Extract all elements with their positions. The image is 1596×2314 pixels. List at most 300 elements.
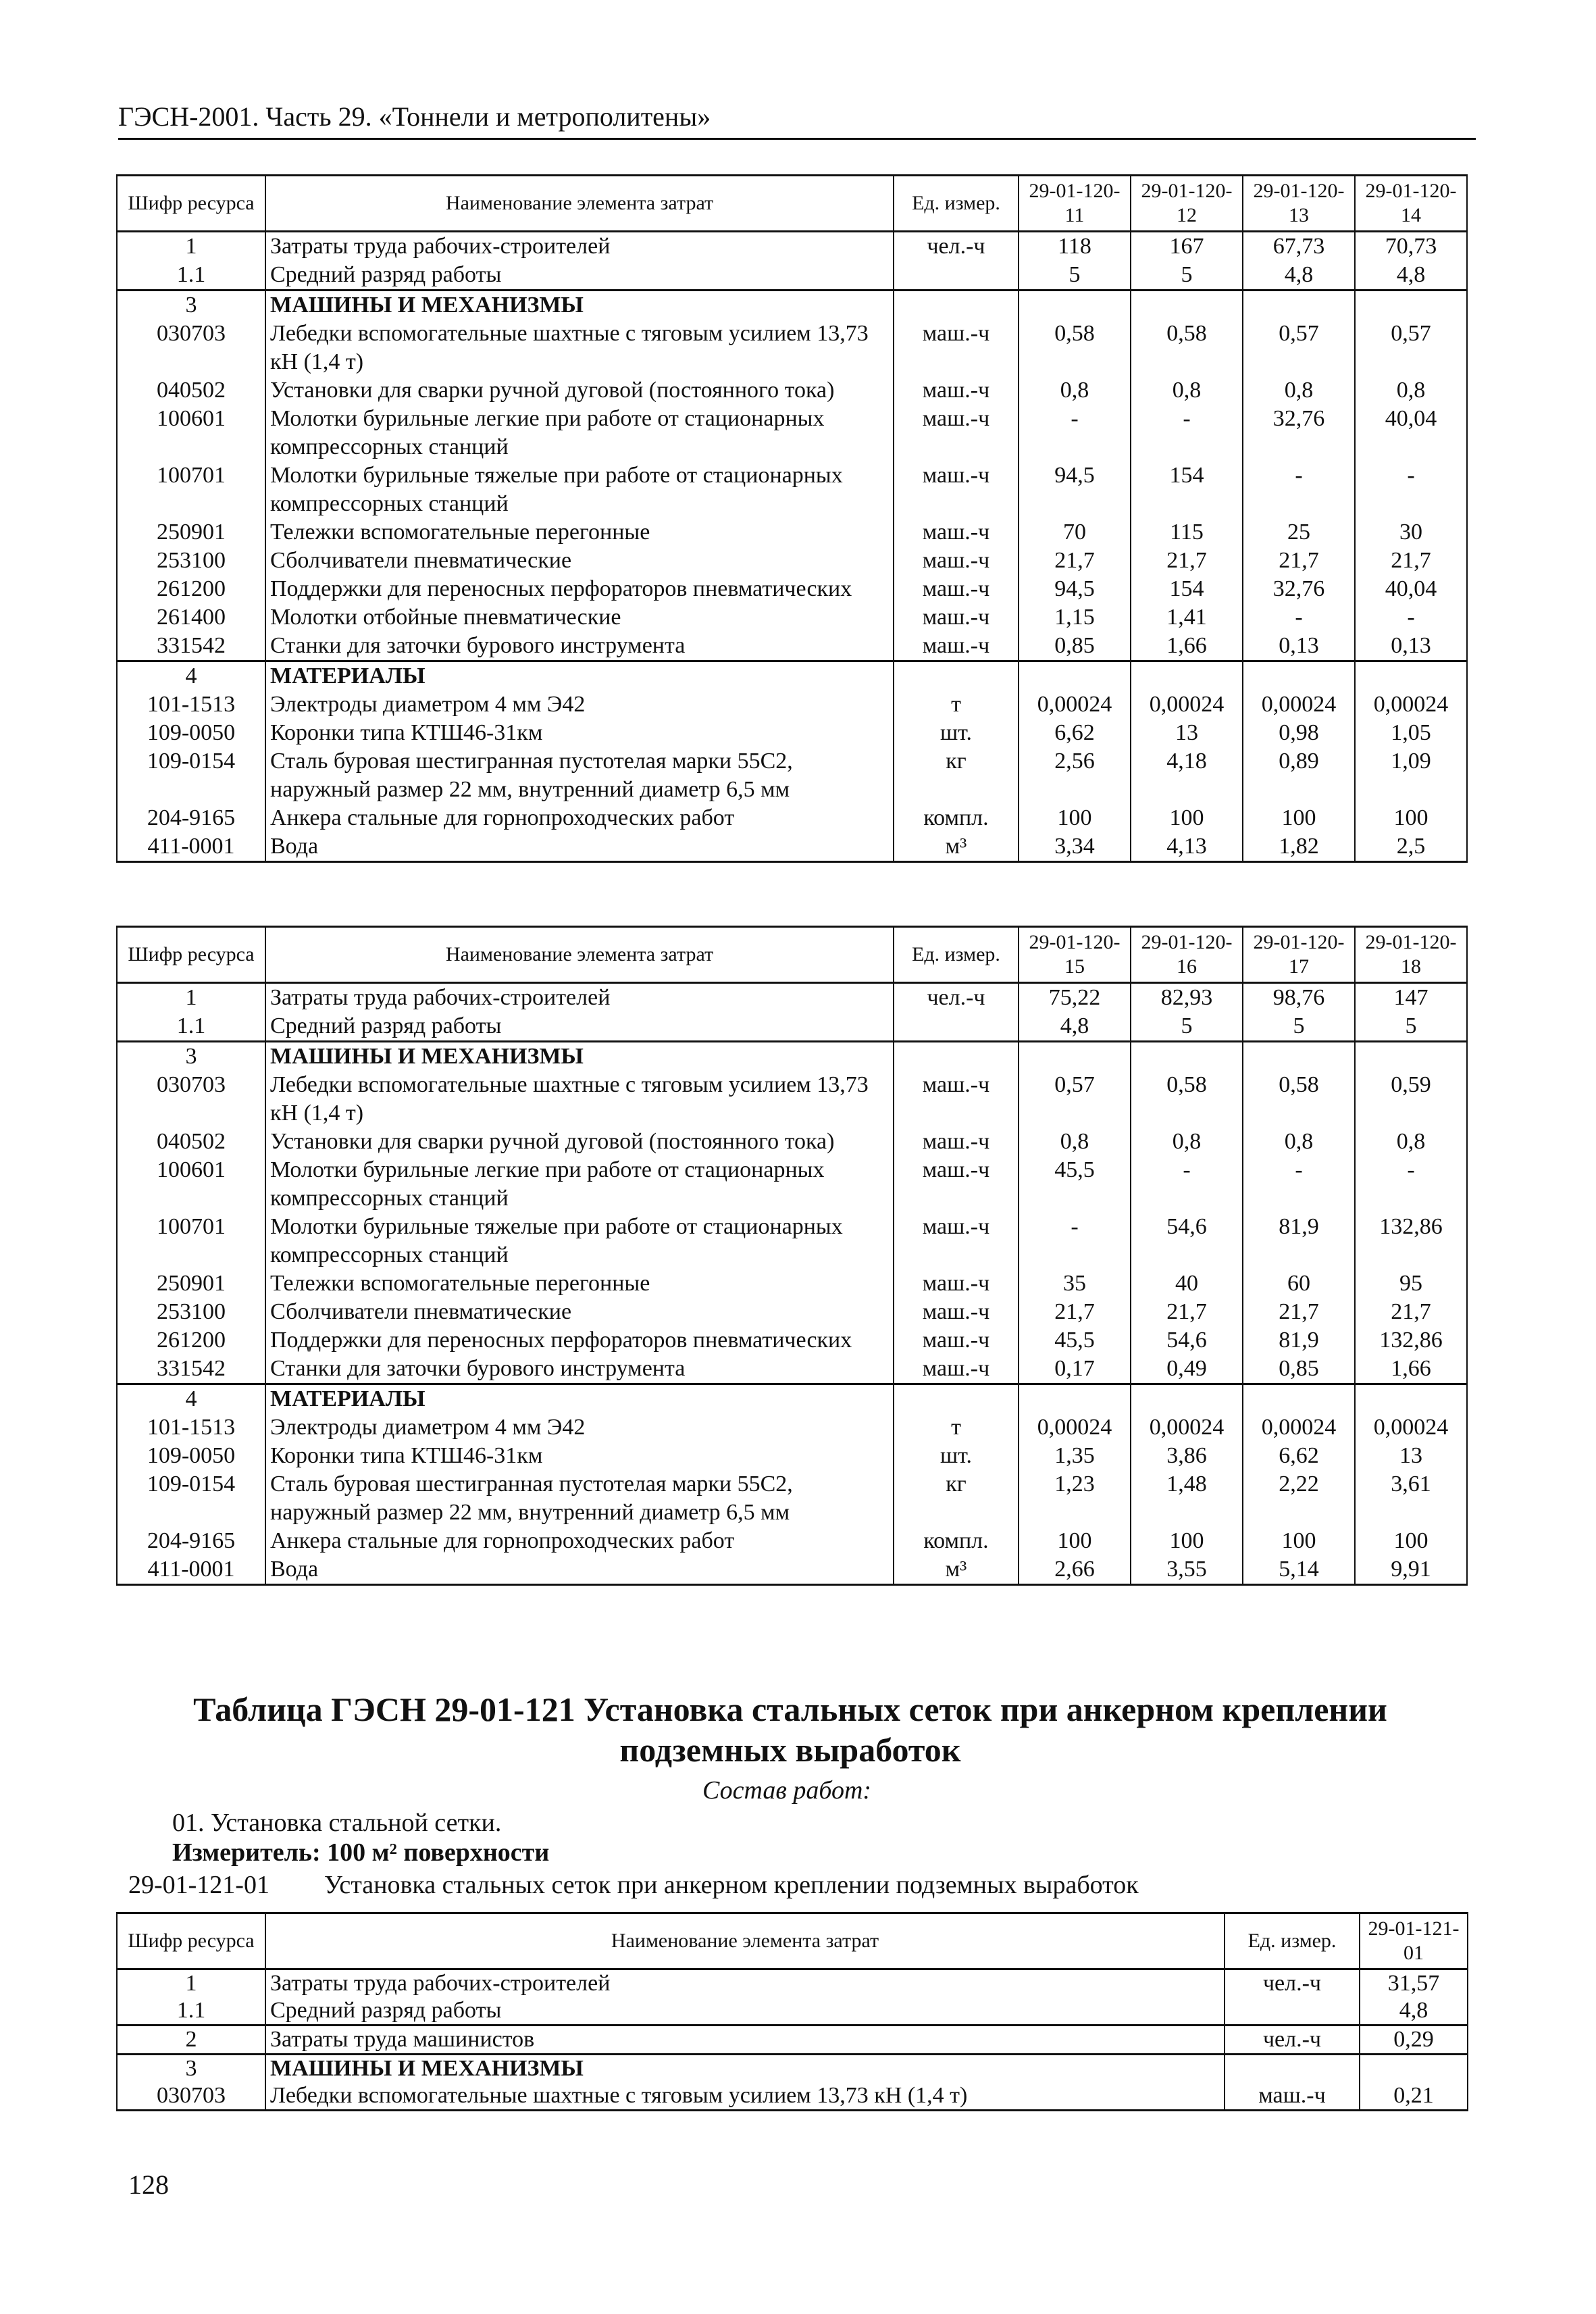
resource-name: Молотки бурильные тяжелые при работе от стационарных компрессорных станций xyxy=(265,1213,894,1269)
value-cell: 75,22 xyxy=(1019,983,1131,1013)
table-row xyxy=(117,1326,1467,1355)
value-cell: 9,91 xyxy=(1355,1555,1467,1585)
value-cell: 5 xyxy=(1131,261,1243,291)
value-cell xyxy=(1355,1384,1467,1414)
resource-name: Коронки типа КТШ46-31км xyxy=(265,1442,894,1470)
value-cell: - xyxy=(1019,405,1131,461)
unit-cell: маш.-ч xyxy=(894,405,1019,461)
value-cell: 70,73 xyxy=(1355,232,1467,261)
value-cell: 0,57 xyxy=(1355,320,1467,376)
table-row xyxy=(117,376,1467,405)
value-cell xyxy=(1131,291,1243,320)
unit-cell: т xyxy=(894,690,1019,719)
value-cell: - xyxy=(1243,1156,1355,1213)
resource-name: Средний разряд работы xyxy=(265,1997,1225,2026)
resource-code: 100701 xyxy=(117,461,265,518)
value-cell: 2,22 xyxy=(1243,1470,1355,1527)
value-cell: 100 xyxy=(1243,1527,1355,1555)
section-heading: МАШИНЫ И МЕХАНИЗМЫ xyxy=(265,1042,894,1072)
unit-cell xyxy=(1225,1997,1360,2026)
value-cell: 4,18 xyxy=(1131,747,1243,804)
unit-cell: компл. xyxy=(894,804,1019,832)
value-cell: 21,7 xyxy=(1131,547,1243,575)
resource-code: 331542 xyxy=(117,1355,265,1384)
resource-name: Лебедки вспомогательные шахтные с тяговым усилием 13,73 кН (1,4 т) xyxy=(265,2082,1225,2111)
resource-name: Анкера стальные для горнопроходческих работ xyxy=(265,804,894,832)
column-header-code: Шифр ресурса xyxy=(117,176,265,232)
value-cell xyxy=(1355,661,1467,691)
value-cell: 0,49 xyxy=(1131,1355,1243,1384)
value-cell: 6,62 xyxy=(1019,719,1131,747)
column-header-norm: 29-01-120-17 xyxy=(1243,927,1355,983)
value-cell xyxy=(1019,291,1131,320)
unit-cell: маш.-ч xyxy=(894,376,1019,405)
column-header-unit: Ед. измер. xyxy=(894,176,1019,232)
value-cell: 30 xyxy=(1355,518,1467,547)
unit-cell: маш.-ч xyxy=(894,320,1019,376)
table-row xyxy=(117,1269,1467,1298)
value-cell: 3,86 xyxy=(1131,1442,1243,1470)
resource-name: Сталь буровая шестигранная пустотелая марки 55С2, наружный размер 22 мм, внутренний диаметр 6,5 мм xyxy=(265,1470,894,1527)
resource-name: Затраты труда машинистов xyxy=(265,2026,1225,2055)
value-cell: 0,00024 xyxy=(1019,1413,1131,1442)
value-cell: 94,5 xyxy=(1019,575,1131,603)
resource-code: 253100 xyxy=(117,1298,265,1326)
resource-name: Молотки бурильные тяжелые при работе от стационарных компрессорных станций xyxy=(265,461,894,518)
unit-cell: маш.-ч xyxy=(894,1298,1019,1326)
table-row xyxy=(117,547,1467,575)
resource-table-3 xyxy=(116,1912,1468,2111)
value-cell: 95 xyxy=(1355,1269,1467,1298)
resource-code: 261200 xyxy=(117,575,265,603)
value-cell: 100 xyxy=(1355,804,1467,832)
unit-cell: маш.-ч xyxy=(1225,2082,1360,2111)
resource-name: Установки для сварки ручной дуговой (постоянного тока) xyxy=(265,376,894,405)
resource-code: 040502 xyxy=(117,1128,265,1156)
resource-code: 250901 xyxy=(117,518,265,547)
value-cell: 5 xyxy=(1243,1012,1355,1042)
value-cell: 0,8 xyxy=(1355,376,1467,405)
table-row xyxy=(117,2082,1468,2111)
unit-cell: чел.-ч xyxy=(1225,2026,1360,2055)
column-header-norm: 29-01-120-13 xyxy=(1243,176,1355,232)
column-header-name: Наименование элемента затрат xyxy=(265,176,894,232)
resource-name: Электроды диаметром 4 мм Э42 xyxy=(265,690,894,719)
norm-line xyxy=(128,1870,1466,1900)
column-header-norm: 29-01-120-14 xyxy=(1355,176,1467,232)
value-cell: 100 xyxy=(1243,804,1355,832)
resource-name: Сталь буровая шестигранная пустотелая марки 55С2, наружный размер 22 мм, внутренний диаметр 6,5 мм xyxy=(265,747,894,804)
table-row xyxy=(117,405,1467,461)
resource-code: 4 xyxy=(117,1384,265,1414)
column-header-norm: 29-01-120-15 xyxy=(1019,927,1131,983)
value-cell: 2,5 xyxy=(1355,832,1467,862)
value-cell: 21,7 xyxy=(1019,1298,1131,1326)
value-cell: - xyxy=(1355,461,1467,518)
value-cell: 0,8 xyxy=(1243,1128,1355,1156)
table-row xyxy=(117,261,1467,291)
value-cell: 81,9 xyxy=(1243,1326,1355,1355)
resource-code: 100601 xyxy=(117,405,265,461)
value-cell: 100 xyxy=(1019,1527,1131,1555)
norm-code: 29-01-121-01 xyxy=(128,1871,269,1899)
unit-cell: маш.-ч xyxy=(894,1071,1019,1128)
value-cell: 3,55 xyxy=(1131,1555,1243,1585)
value-cell: 40 xyxy=(1131,1269,1243,1298)
value-cell: 0,00024 xyxy=(1019,690,1131,719)
resource-code: 4 xyxy=(117,661,265,691)
unit-cell: м³ xyxy=(894,832,1019,862)
table-row xyxy=(117,661,1467,691)
resource-name: Средний разряд работы xyxy=(265,1012,894,1042)
table-row xyxy=(117,1555,1467,1585)
table-row xyxy=(117,1997,1468,2026)
value-cell: 70 xyxy=(1019,518,1131,547)
value-cell: 0,89 xyxy=(1243,747,1355,804)
unit-cell: чел.-ч xyxy=(1225,1969,1360,1998)
meter-line: Измеритель: 100 м² поверхности xyxy=(172,1838,550,1867)
value-cell xyxy=(1355,1042,1467,1072)
section-heading: МАТЕРИАЛЫ xyxy=(265,1384,894,1414)
table-row xyxy=(117,1355,1467,1384)
resource-code: 030703 xyxy=(117,2082,265,2111)
resource-code: 2 xyxy=(117,2026,265,2055)
resource-code: 1.1 xyxy=(117,261,265,291)
value-cell: 147 xyxy=(1355,983,1467,1013)
value-cell: 167 xyxy=(1131,232,1243,261)
table-row xyxy=(117,1298,1467,1326)
table-row xyxy=(117,1969,1468,1998)
resource-name: Затраты труда рабочих-строителей xyxy=(265,232,894,261)
unit-cell: т xyxy=(894,1413,1019,1442)
value-cell: 31,57 xyxy=(1360,1969,1468,1998)
value-cell: 0,8 xyxy=(1019,376,1131,405)
unit-cell xyxy=(1225,2055,1360,2083)
value-cell xyxy=(1243,661,1355,691)
table-row xyxy=(117,1042,1467,1072)
resource-name: Вода xyxy=(265,1555,894,1585)
resource-table-2 xyxy=(116,926,1468,1586)
value-cell: 1,15 xyxy=(1019,603,1131,632)
value-cell: - xyxy=(1243,461,1355,518)
table-header-row xyxy=(117,927,1467,983)
value-cell: 1,09 xyxy=(1355,747,1467,804)
value-cell: 32,76 xyxy=(1243,575,1355,603)
unit-cell xyxy=(894,1012,1019,1042)
resource-code: 040502 xyxy=(117,376,265,405)
value-cell xyxy=(1131,1384,1243,1414)
resource-name: Молотки отбойные пневматические xyxy=(265,603,894,632)
value-cell: 132,86 xyxy=(1355,1326,1467,1355)
value-cell: 0,58 xyxy=(1131,1071,1243,1128)
table-row xyxy=(117,518,1467,547)
column-header-code: Шифр ресурса xyxy=(117,1913,265,1969)
table-row xyxy=(117,1470,1467,1527)
resource-code: 250901 xyxy=(117,1269,265,1298)
resource-code: 253100 xyxy=(117,547,265,575)
value-cell: 1,41 xyxy=(1131,603,1243,632)
table-row xyxy=(117,291,1467,320)
unit-cell: шт. xyxy=(894,719,1019,747)
value-cell: 154 xyxy=(1131,575,1243,603)
unit-cell: маш.-ч xyxy=(894,603,1019,632)
resource-code: 1 xyxy=(117,1969,265,1998)
unit-cell: маш.-ч xyxy=(894,1355,1019,1384)
value-cell: 0,58 xyxy=(1243,1071,1355,1128)
value-cell: 1,66 xyxy=(1355,1355,1467,1384)
resource-name: Сболчиватели пневматические xyxy=(265,547,894,575)
value-cell: 82,93 xyxy=(1131,983,1243,1013)
value-cell: 0,98 xyxy=(1243,719,1355,747)
value-cell: 98,76 xyxy=(1243,983,1355,1013)
resource-code: 109-0154 xyxy=(117,1470,265,1527)
unit-cell: маш.-ч xyxy=(894,632,1019,661)
value-cell: 0,13 xyxy=(1355,632,1467,661)
value-cell xyxy=(1360,2055,1468,2083)
resource-name: Молотки бурильные легкие при работе от стационарных компрессорных станций xyxy=(265,1156,894,1213)
value-cell: 132,86 xyxy=(1355,1213,1467,1269)
resource-code: 3 xyxy=(117,291,265,320)
composition-label: Состав работ: xyxy=(702,1776,872,1805)
resource-code: 109-0050 xyxy=(117,1442,265,1470)
value-cell: 1,66 xyxy=(1131,632,1243,661)
value-cell xyxy=(1243,1384,1355,1414)
resource-table-1 xyxy=(116,174,1468,863)
table-row xyxy=(117,2026,1468,2055)
column-header-unit: Ед. измер. xyxy=(1225,1913,1360,1969)
unit-cell: м³ xyxy=(894,1555,1019,1585)
value-cell: 0,85 xyxy=(1019,632,1131,661)
unit-cell xyxy=(894,661,1019,691)
unit-cell: маш.-ч xyxy=(894,461,1019,518)
value-cell: - xyxy=(1131,1156,1243,1213)
value-cell: 0,59 xyxy=(1355,1071,1467,1128)
table-header-row xyxy=(117,1913,1468,1969)
unit-cell: компл. xyxy=(894,1527,1019,1555)
value-cell: 100 xyxy=(1355,1527,1467,1555)
value-cell: 0,8 xyxy=(1355,1128,1467,1156)
value-cell: 0,00024 xyxy=(1131,1413,1243,1442)
value-cell: 81,9 xyxy=(1243,1213,1355,1269)
value-cell: 45,5 xyxy=(1019,1326,1131,1355)
table-header-row xyxy=(117,176,1467,232)
value-cell: 0,57 xyxy=(1243,320,1355,376)
value-cell: 21,7 xyxy=(1131,1298,1243,1326)
value-cell: 21,7 xyxy=(1355,1298,1467,1326)
value-cell xyxy=(1355,291,1467,320)
value-cell: 0,8 xyxy=(1243,376,1355,405)
resource-code: 1.1 xyxy=(117,1012,265,1042)
value-cell: 40,04 xyxy=(1355,575,1467,603)
value-cell xyxy=(1131,661,1243,691)
table-row xyxy=(117,747,1467,804)
table-row xyxy=(117,1012,1467,1042)
section-heading: МАШИНЫ И МЕХАНИЗМЫ xyxy=(265,291,894,320)
table-row xyxy=(117,1384,1467,1414)
page-number: 128 xyxy=(128,2169,169,2200)
value-cell: 100 xyxy=(1131,1527,1243,1555)
table-row xyxy=(117,1213,1467,1269)
value-cell: 60 xyxy=(1243,1269,1355,1298)
resource-name: Вода xyxy=(265,832,894,862)
resource-name: Затраты труда рабочих-строителей xyxy=(265,1969,1225,1998)
resource-code: 030703 xyxy=(117,1071,265,1128)
value-cell: 1,82 xyxy=(1243,832,1355,862)
resource-name: Лебедки вспомогательные шахтные с тяговым усилием 13,73 кН (1,4 т) xyxy=(265,320,894,376)
table-row xyxy=(117,719,1467,747)
value-cell xyxy=(1131,1042,1243,1072)
value-cell: 0,85 xyxy=(1243,1355,1355,1384)
value-cell: 2,66 xyxy=(1019,1555,1131,1585)
value-cell: 40,04 xyxy=(1355,405,1467,461)
resource-name: Сболчиватели пневматические xyxy=(265,1298,894,1326)
value-cell: 0,00024 xyxy=(1131,690,1243,719)
value-cell: 21,7 xyxy=(1019,547,1131,575)
unit-cell xyxy=(894,1042,1019,1072)
unit-cell: маш.-ч xyxy=(894,1213,1019,1269)
resource-name: Средний разряд работы xyxy=(265,261,894,291)
resource-code: 100601 xyxy=(117,1156,265,1213)
value-cell: 0,8 xyxy=(1131,376,1243,405)
value-cell: - xyxy=(1243,603,1355,632)
table-row xyxy=(117,1128,1467,1156)
unit-cell: маш.-ч xyxy=(894,1269,1019,1298)
value-cell: 1,35 xyxy=(1019,1442,1131,1470)
resource-code: 411-0001 xyxy=(117,1555,265,1585)
value-cell: 3,61 xyxy=(1355,1470,1467,1527)
table-row xyxy=(117,1442,1467,1470)
unit-cell: маш.-ч xyxy=(894,1156,1019,1213)
resource-name: Молотки бурильные легкие при работе от стационарных компрессорных станций xyxy=(265,405,894,461)
value-cell: - xyxy=(1355,603,1467,632)
table-row xyxy=(117,804,1467,832)
value-cell: 0,13 xyxy=(1243,632,1355,661)
resource-name: Тележки вспомогательные перегонные xyxy=(265,1269,894,1298)
column-header-norm: 29-01-121-01 xyxy=(1360,1913,1468,1969)
value-cell: 5 xyxy=(1131,1012,1243,1042)
value-cell: 1,23 xyxy=(1019,1470,1131,1527)
table-row xyxy=(117,832,1467,862)
value-cell: 0,00024 xyxy=(1355,690,1467,719)
page-header: ГЭСН-2001. Часть 29. «Тоннели и метрополитены» xyxy=(118,101,1476,140)
value-cell: 6,62 xyxy=(1243,1442,1355,1470)
unit-cell: маш.-ч xyxy=(894,575,1019,603)
column-header-name: Наименование элемента затрат xyxy=(265,927,894,983)
table-row xyxy=(117,575,1467,603)
value-cell: 100 xyxy=(1019,804,1131,832)
table-row xyxy=(117,603,1467,632)
value-cell: 4,8 xyxy=(1019,1012,1131,1042)
value-cell: 3,34 xyxy=(1019,832,1131,862)
column-header-norm: 29-01-120-18 xyxy=(1355,927,1467,983)
unit-cell: маш.-ч xyxy=(894,547,1019,575)
unit-cell: чел.-ч xyxy=(894,983,1019,1013)
resource-name: Станки для заточки бурового инструмента xyxy=(265,1355,894,1384)
table-row xyxy=(117,232,1467,261)
resource-code: 109-0154 xyxy=(117,747,265,804)
value-cell: 4,8 xyxy=(1355,261,1467,291)
norm-name: Установка стальных сеток при анкерном креплении подземных выработок xyxy=(324,1871,1139,1899)
value-cell: 1,05 xyxy=(1355,719,1467,747)
value-cell: 4,13 xyxy=(1131,832,1243,862)
resource-code: 3 xyxy=(117,1042,265,1072)
value-cell: - xyxy=(1131,405,1243,461)
work-step: 01. Установка стальной сетки. xyxy=(172,1809,502,1837)
value-cell xyxy=(1243,1042,1355,1072)
value-cell: 0,00024 xyxy=(1243,1413,1355,1442)
value-cell: 45,5 xyxy=(1019,1156,1131,1213)
value-cell: 54,6 xyxy=(1131,1326,1243,1355)
resource-name: Анкера стальные для горнопроходческих работ xyxy=(265,1527,894,1555)
value-cell: 21,7 xyxy=(1355,547,1467,575)
resource-name: Поддержки для переносных перфораторов пневматических xyxy=(265,1326,894,1355)
resource-code: 204-9165 xyxy=(117,804,265,832)
column-header-norm: 29-01-120-12 xyxy=(1131,176,1243,232)
unit-cell: чел.-ч xyxy=(894,232,1019,261)
value-cell: 100 xyxy=(1131,804,1243,832)
value-cell: 54,6 xyxy=(1131,1213,1243,1269)
value-cell: - xyxy=(1019,1213,1131,1269)
resource-name: Установки для сварки ручной дуговой (постоянного тока) xyxy=(265,1128,894,1156)
table-row xyxy=(117,690,1467,719)
resource-name: Затраты труда рабочих-строителей xyxy=(265,983,894,1013)
value-cell: 0,00024 xyxy=(1243,690,1355,719)
value-cell: 0,00024 xyxy=(1355,1413,1467,1442)
value-cell: 4,8 xyxy=(1360,1997,1468,2026)
resource-name: Поддержки для переносных перфораторов пневматических xyxy=(265,575,894,603)
table-row xyxy=(117,632,1467,661)
value-cell: 115 xyxy=(1131,518,1243,547)
unit-cell: кг xyxy=(894,1470,1019,1527)
unit-cell xyxy=(894,261,1019,291)
resource-name: Тележки вспомогательные перегонные xyxy=(265,518,894,547)
table-row xyxy=(117,1527,1467,1555)
value-cell: 13 xyxy=(1355,1442,1467,1470)
resource-name: Электроды диаметром 4 мм Э42 xyxy=(265,1413,894,1442)
value-cell: 0,8 xyxy=(1131,1128,1243,1156)
column-header-norm: 29-01-120-11 xyxy=(1019,176,1131,232)
table-row xyxy=(117,461,1467,518)
value-cell: 2,56 xyxy=(1019,747,1131,804)
resource-code: 100701 xyxy=(117,1213,265,1269)
value-cell: 0,58 xyxy=(1131,320,1243,376)
table-row xyxy=(117,1413,1467,1442)
value-cell: 21,7 xyxy=(1243,547,1355,575)
resource-code: 101-1513 xyxy=(117,1413,265,1442)
resource-name: Лебедки вспомогательные шахтные с тяговым усилием 13,73 кН (1,4 т) xyxy=(265,1071,894,1128)
resource-code: 3 xyxy=(117,2055,265,2083)
resource-code: 411-0001 xyxy=(117,832,265,862)
unit-cell xyxy=(894,1384,1019,1414)
value-cell: 67,73 xyxy=(1243,232,1355,261)
resource-code: 261200 xyxy=(117,1326,265,1355)
unit-cell: маш.-ч xyxy=(894,1128,1019,1156)
unit-cell: шт. xyxy=(894,1442,1019,1470)
table-row xyxy=(117,1071,1467,1128)
value-cell: 0,29 xyxy=(1360,2026,1468,2055)
value-cell: 5 xyxy=(1019,261,1131,291)
value-cell: 1,48 xyxy=(1131,1470,1243,1527)
value-cell: 32,76 xyxy=(1243,405,1355,461)
resource-name: Коронки типа КТШ46-31км xyxy=(265,719,894,747)
value-cell xyxy=(1243,291,1355,320)
column-header-code: Шифр ресурса xyxy=(117,927,265,983)
column-header-name: Наименование элемента затрат xyxy=(265,1913,1225,1969)
value-cell: 0,8 xyxy=(1019,1128,1131,1156)
value-cell: 0,21 xyxy=(1360,2082,1468,2111)
unit-cell xyxy=(894,291,1019,320)
section-heading: МАШИНЫ И МЕХАНИЗМЫ xyxy=(265,2055,1225,2083)
